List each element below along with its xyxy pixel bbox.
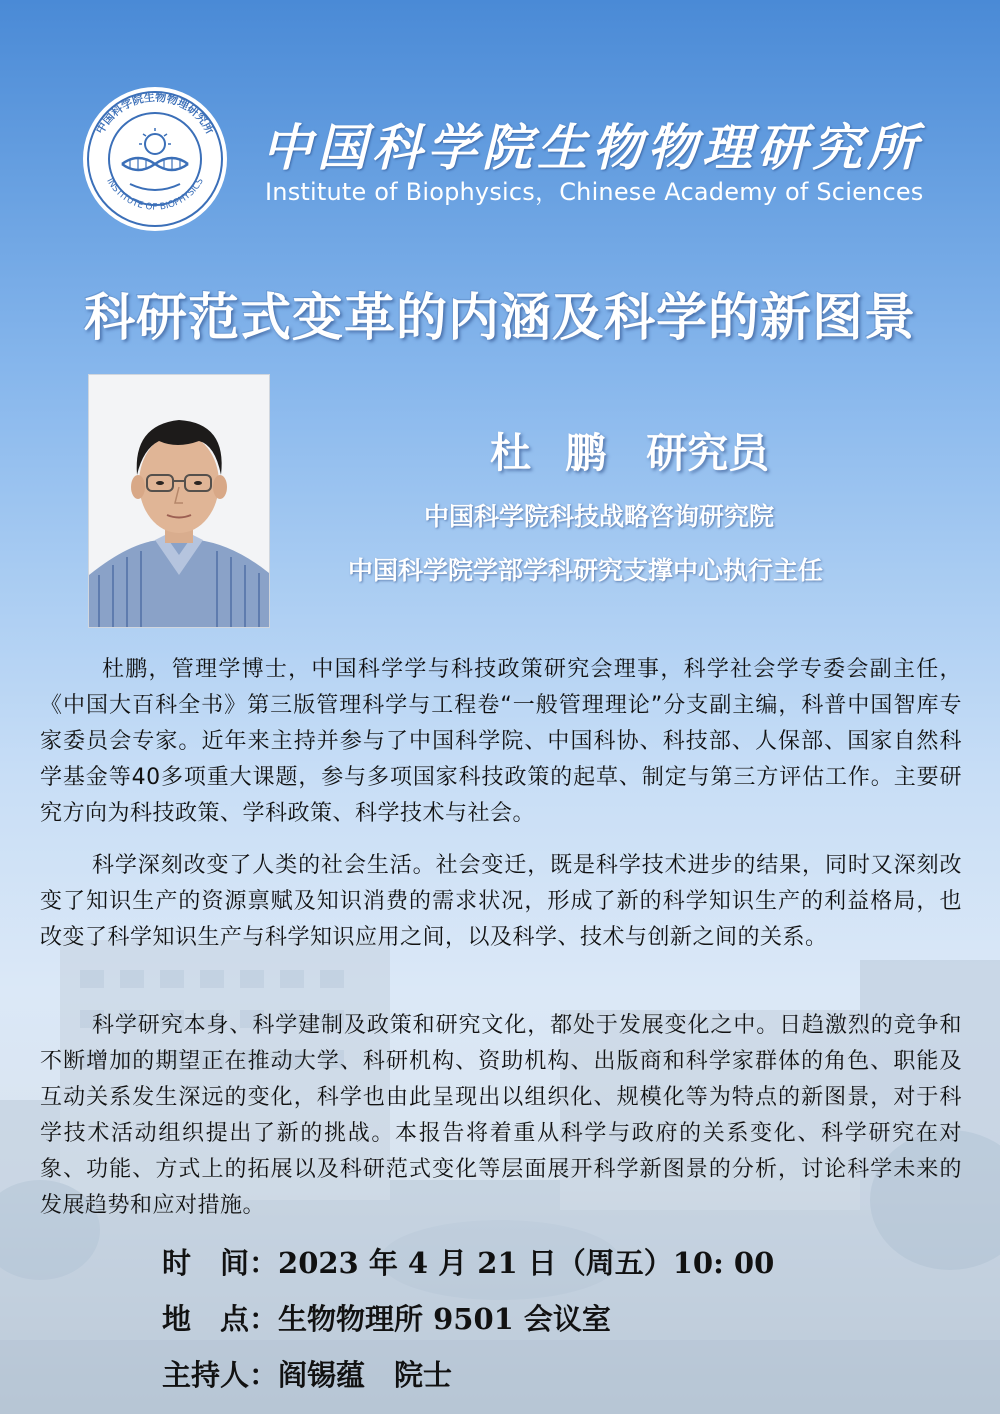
event-place (162, 1297, 611, 1338)
abstract-paragraph-1: 科学深刻改变了人类的社会生活。社会变迁，既是科学技术进步的结果，同时又深刻改变了知识生产的资源禀赋及知识消费的需求状况，形成了新的科学知识生产的利益格局，也改变了科学知识生产与科学知识应用之间，以及科学、技术与创新之间的关系。 (40, 853, 962, 950)
speaker-title: 研究员 (646, 429, 770, 477)
speaker-portrait (88, 374, 270, 628)
speaker-affiliation-2: 中国科学院学部学科研究支撑中心执行主任 (348, 556, 824, 585)
event-place-label: 地 点： (162, 1302, 279, 1336)
lecture-title: 科研范式变革的内涵及科学的新图景 (83, 289, 916, 348)
event-host (162, 1353, 452, 1394)
event-time-value: 2023 年 4 月 21 日（周五）10: 00 (278, 1246, 775, 1280)
speaker-name: 杜 鹏 (490, 429, 617, 477)
speaker-name-line (490, 420, 769, 479)
event-time (162, 1241, 774, 1282)
institute-name-chinese: 中国科学院生物物理研究所 (262, 118, 922, 177)
institute-seal-logo (80, 84, 230, 234)
svg-text:INSTITUTE OF BIOPHYSICS: INSTITUTE OF BIOPHYSICS (104, 176, 206, 213)
institute-name-english: Institute of Biophysics，Chinese Academy of Sciences (265, 178, 924, 206)
abstract-paragraph-2: 科学研究本身、科学建制及政策和研究文化，都处于发展变化之中。日趋激烈的竞争和不断增加的期望正在推动大学、科研机构、资助机构、出版商和科学家群体的角色、职能及互动关系发生深远的变化，科学也由此呈现出以组织化、规模化等为特点的新图景，对于科学技术活动组织提出了新的挑战。本报告将着重从科学与政府的关系变化、科学研究在对象、功能、方式上的拓展以及科研范式变化等层面展开科学新图景的分析，讨论科学未来的发展趋势和应对措施。 (40, 1013, 962, 1218)
event-host-label: 主持人： (162, 1358, 279, 1392)
svg-text:中国科学院生物物理研究所: 中国科学院生物物理研究所 (93, 90, 217, 137)
speaker-bio-paragraph: 杜鹏，管理学博士，中国科学学与科技政策研究会理事，科学社会学专委会副主任，《中国大百科全书》第三版管理科学与工程卷“一般管理理论”分支副主编，科普中国智库专家委员会专家。近年来主持并参与了中国科学院、中国科协、科技部、人保部、国家自然科学基金等40多项重大课题，参与多项国家科技政策的起草、制定与第三方评估工作。主要研究方向为科技政策、学科政策、科学技术与社会。 (40, 657, 962, 826)
speaker-affiliation-1: 中国科学院科技战略咨询研究院 (424, 502, 775, 531)
event-time-label: 时 间： (162, 1246, 279, 1280)
event-place-value: 生物物理所 9501 会议室 (278, 1302, 611, 1336)
event-host-value: 阎锡蕴 院士 (278, 1358, 453, 1392)
